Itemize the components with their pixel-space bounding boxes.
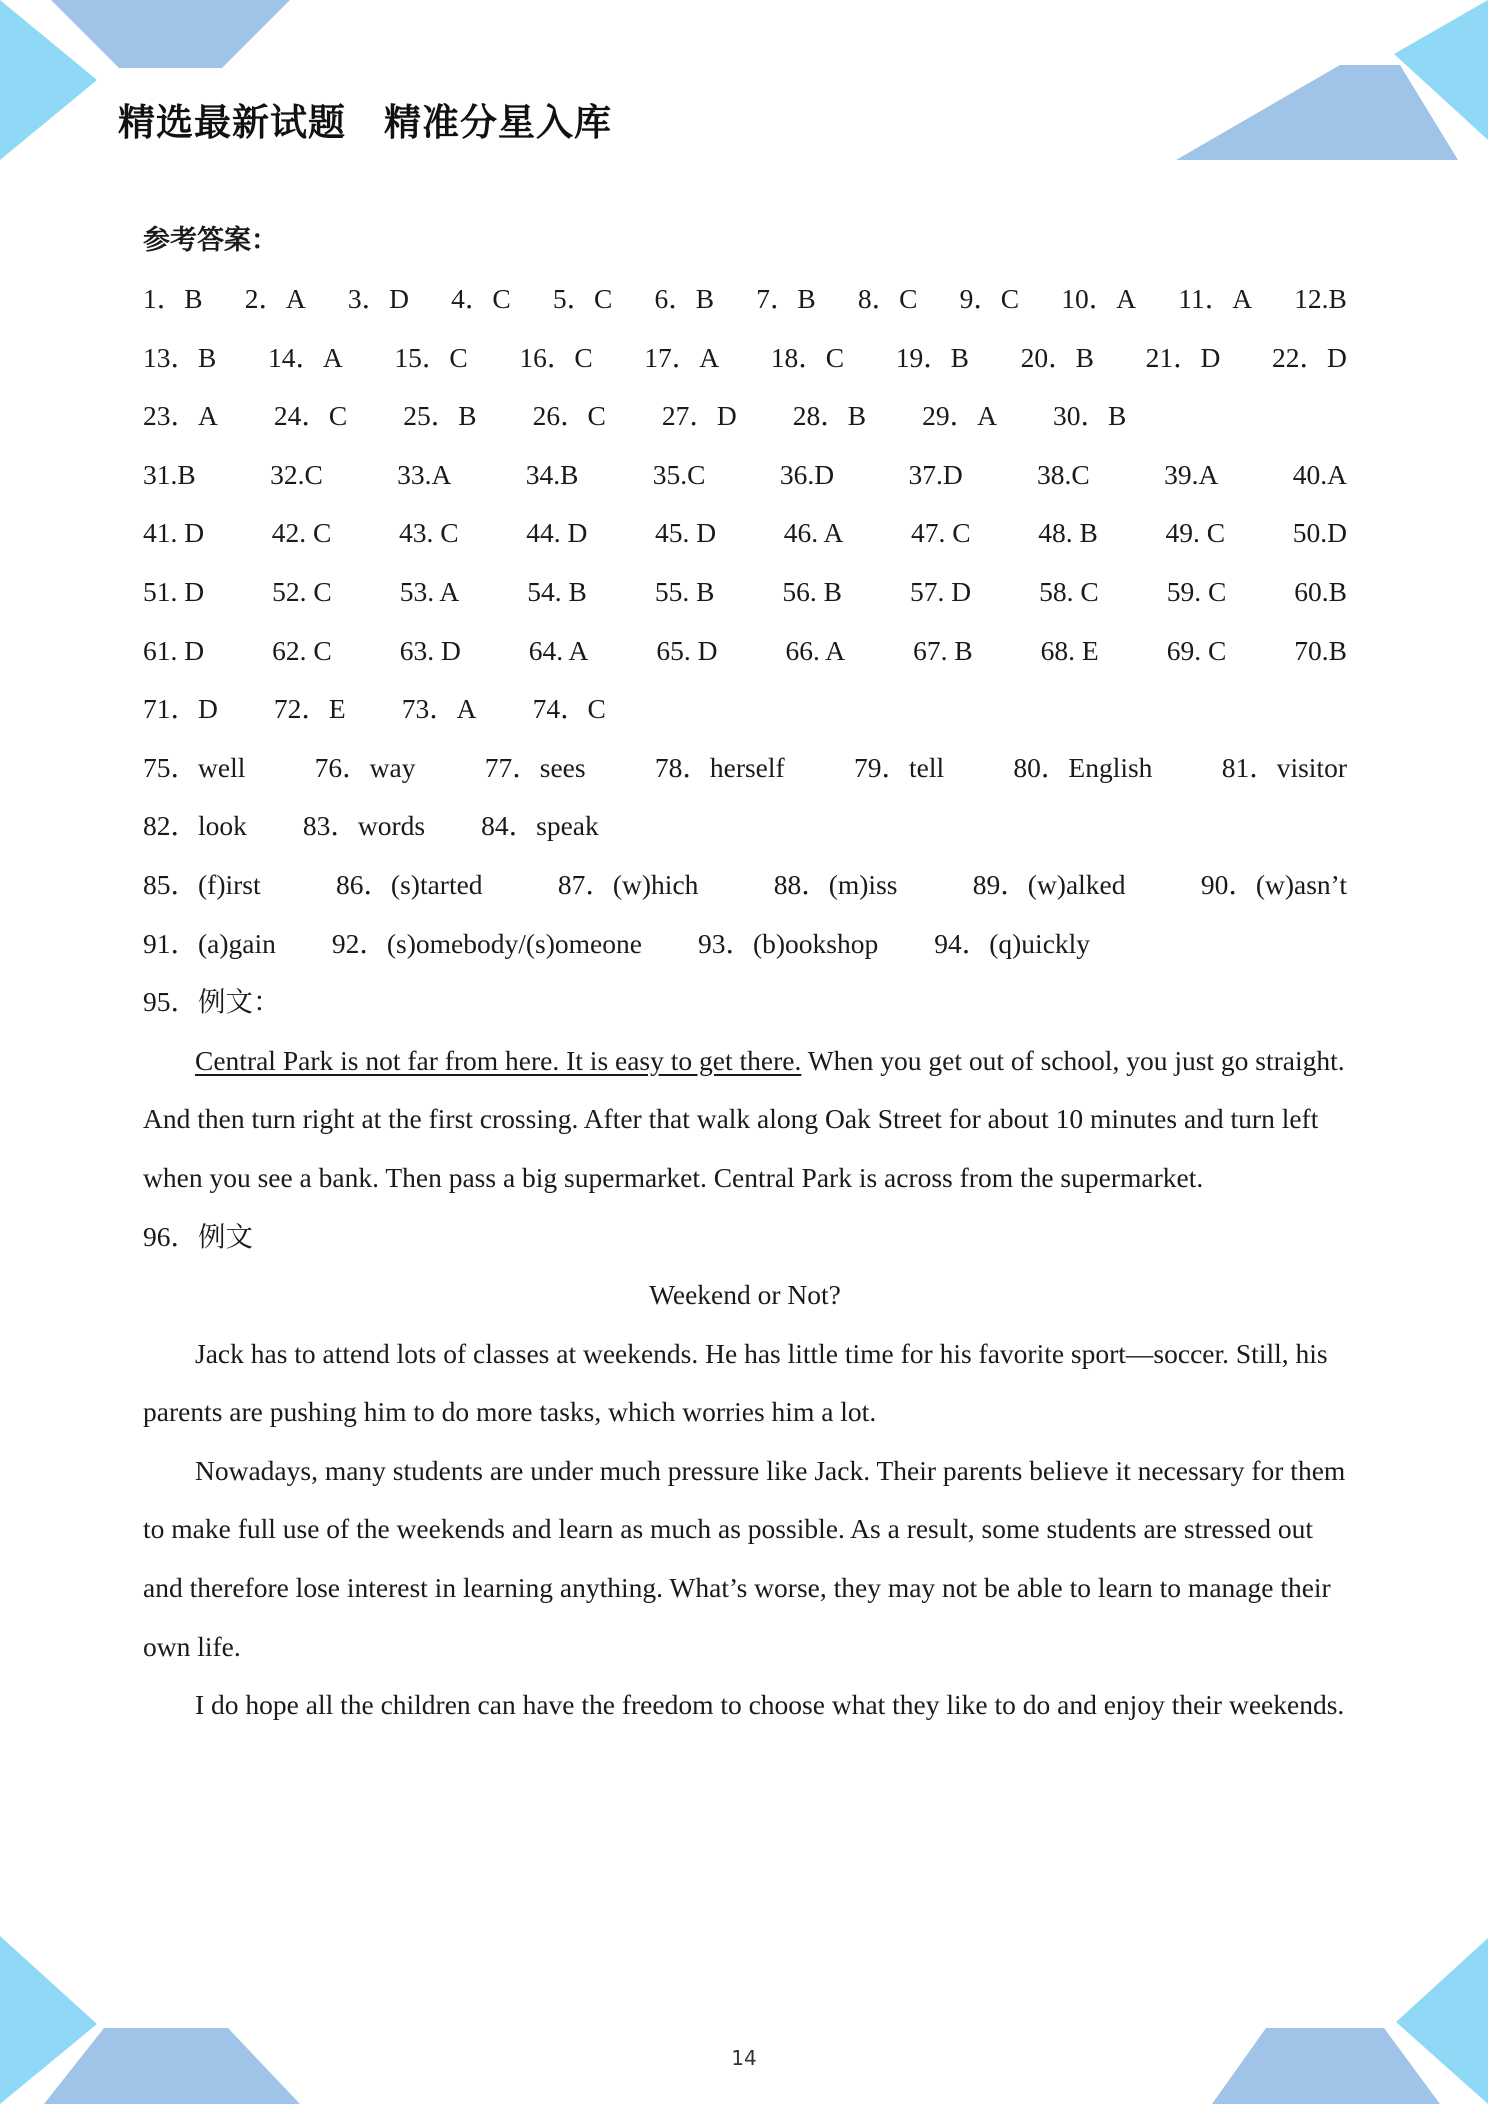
essay-95-underlined-sentence: Central Park is not far from here. It is easy to get there.	[195, 1044, 802, 1076]
answer-item: 55. B	[654, 575, 715, 607]
answer-item: 57. D	[910, 575, 972, 607]
answer-item: 83．words	[302, 810, 426, 842]
corner-shape-top-left-triangle	[0, 0, 97, 160]
answer-item: 90．(w)asn’t	[1200, 868, 1347, 900]
answer-item: 45. D	[655, 517, 717, 549]
answer-item: 50.D	[1292, 517, 1347, 549]
answer-item: 31.B	[143, 458, 196, 490]
answer-item: 5．C	[552, 283, 613, 314]
answer-item: 26．C	[532, 400, 606, 432]
answer-item: 29．A	[922, 400, 997, 432]
answer-item: 30．B	[1053, 400, 1127, 432]
answer-item: 73．A	[401, 693, 477, 725]
corner-shape-bottom-left-triangle	[0, 1936, 97, 2104]
answer-item: 68. E	[1040, 634, 1099, 666]
answer-item: 20．B	[1020, 341, 1094, 373]
answer-item: 72．E	[273, 693, 346, 725]
corner-shape-bottom-right-triangle	[1396, 1938, 1488, 2104]
answer-item: 80．English	[1013, 751, 1153, 783]
answer-item: 78．herself	[654, 751, 785, 783]
answer-item: 87．(w)hich	[557, 868, 699, 900]
answer-item: 88．(m)iss	[773, 868, 898, 900]
corner-shape-top-right-trapezoid	[1176, 65, 1458, 160]
answer-item: 75．well	[143, 751, 246, 783]
answer-item: 15．C	[394, 341, 468, 373]
answer-item: 71．D	[143, 693, 218, 725]
answer-item: 21．D	[1145, 341, 1221, 373]
answer-item: 86．(s)tarted	[335, 868, 483, 900]
answer-item: 12.B	[1294, 283, 1347, 314]
answer-item: 25．B	[403, 400, 477, 432]
answer-row	[143, 329, 1347, 388]
answer-item: 66. A	[785, 634, 846, 666]
answer-item: 32.C	[270, 458, 323, 490]
answers-label: 参考答案：	[143, 225, 278, 256]
answer-item: 42. C	[271, 517, 332, 549]
corner-shape-top-left-trapezoid	[51, 0, 290, 68]
answer-item: 47. C	[911, 517, 971, 549]
answer-item: 8．C	[857, 283, 918, 314]
answer-item: 59. C	[1166, 575, 1227, 607]
answer-row	[143, 915, 1347, 974]
answer-row	[143, 622, 1347, 681]
answer-item: 28．B	[792, 400, 867, 432]
answer-item: 63. D	[399, 634, 461, 666]
answer-row	[143, 739, 1347, 798]
answer-item: 9．C	[959, 283, 1020, 314]
answer-item: 65. D	[656, 634, 718, 666]
answer-item: 54. B	[527, 575, 587, 607]
page-number: 14	[731, 2046, 757, 2070]
answer-row	[143, 680, 1347, 739]
answer-item: 18．C	[770, 341, 845, 373]
answer-item: 1．B	[143, 283, 203, 314]
answer-row	[143, 856, 1347, 915]
answer-item: 70.B	[1294, 634, 1347, 666]
answer-item: 43. C	[399, 517, 459, 549]
answer-item: 36.D	[779, 458, 835, 490]
answer-item: 61. D	[143, 634, 205, 666]
answer-item: 14．A	[267, 341, 343, 373]
answer-item: 84．speak	[481, 810, 599, 842]
answer-item: 62. C	[272, 634, 332, 666]
answer-item: 81．visitor	[1221, 751, 1347, 783]
answer-item: 93．(b)ookshop	[697, 927, 879, 959]
answer-row	[143, 270, 1347, 329]
header-title: 精选最新试题 精准分星入库	[118, 101, 612, 144]
answer-row	[143, 563, 1347, 622]
answer-row	[143, 446, 1347, 505]
answer-item: 27．D	[661, 400, 737, 432]
answer-item: 13．B	[143, 341, 217, 373]
answer-item: 3．D	[347, 283, 410, 314]
answer-item: 74．C	[532, 693, 606, 725]
answer-item: 39.A	[1164, 458, 1219, 490]
answer-item: 23．A	[143, 400, 218, 432]
answer-item: 51. D	[143, 575, 205, 607]
answer-item: 44. D	[526, 517, 588, 549]
answer-item: 6．B	[654, 283, 715, 314]
answer-row	[143, 797, 1347, 856]
answer-item: 77．sees	[484, 751, 586, 783]
essay-96-title: Weekend or Not?	[649, 1279, 841, 1311]
answer-item: 37.D	[908, 458, 963, 490]
answer-item: 22．D	[1272, 341, 1347, 373]
essay-95-paragraph	[143, 1032, 1347, 1208]
answer-item: 46. A	[783, 517, 844, 549]
essay-96-paragraph: Jack has to attend lots of classes at weekends. He has little time for his favorite sport—soccer. Still, his parents are pushing him to do more tasks, which worries him a lot.	[143, 1337, 1328, 1428]
answer-item: 82．look	[143, 810, 247, 842]
answer-item: 7．B	[756, 283, 816, 314]
answer-row	[143, 387, 1347, 446]
answer-item: 60.B	[1294, 575, 1347, 607]
answer-item: 41. D	[143, 517, 205, 549]
essay-96-paragraph: I do hope all the children can have the freedom to choose what they like to do and enjoy their weekends.	[195, 1689, 1345, 1721]
answer-item: 91．(a)gain	[143, 927, 276, 959]
answer-item: 11．A	[1178, 283, 1253, 314]
answer-item: 94．(q)uickly	[934, 927, 1091, 959]
answer-item: 79．tell	[853, 751, 945, 783]
answer-item: 89．(w)alked	[972, 868, 1126, 900]
answer-item: 35.C	[652, 458, 706, 490]
answer-item: 19．B	[895, 341, 970, 373]
answer-item: 52. C	[272, 575, 332, 607]
answer-item: 24．C	[273, 400, 348, 432]
answer-item: 67. B	[913, 634, 973, 666]
answer-item: 2．A	[244, 283, 306, 314]
essay-95-label: 95．例文：	[143, 986, 281, 1018]
answer-item: 58. C	[1039, 575, 1099, 607]
essay-95-body: When you get out of school, you just go straight. And then turn right at the first crossing. After that walk along Oak Street for about 10 minutes and turn left when you see a bank. Then pass a big supermarket. Central Park is across from the supermarket.	[143, 1044, 1345, 1193]
answer-row	[143, 504, 1347, 563]
answer-item: 33.A	[397, 458, 452, 490]
answer-item: 17．A	[644, 341, 720, 373]
answer-item: 10．A	[1061, 283, 1137, 314]
answer-item: 4．C	[451, 283, 511, 314]
answer-item: 56. B	[782, 575, 843, 607]
answer-item: 53. A	[399, 575, 460, 607]
answer-item: 64. A	[528, 634, 589, 666]
answer-item: 85．(f)irst	[143, 868, 261, 900]
answer-item: 16．C	[519, 341, 593, 373]
answer-item: 69. C	[1166, 634, 1227, 666]
essay-96-paragraph: Nowadays, many students are under much pressure like Jack. Their parents believe it necessary for them to make full use of the weekends and learn as much as possible. As a result, some students are stressed out and therefore lose interest in learning anything. What’s worse, they may not be able to learn to manage their own life.	[143, 1454, 1346, 1662]
answer-item: 48. B	[1038, 517, 1098, 549]
answer-item: 38.C	[1037, 458, 1090, 490]
essay-96-label: 96．例文	[143, 1220, 253, 1252]
answer-key-content	[143, 212, 1347, 1735]
answer-item: 76．way	[314, 751, 416, 783]
corner-shape-top-right-triangle	[1394, 0, 1488, 140]
answer-item: 34.B	[525, 458, 579, 490]
answer-item: 92．(s)omebody/(s)omeone	[331, 927, 642, 959]
answer-item: 40.A	[1292, 458, 1347, 490]
answer-item: 49. C	[1165, 517, 1226, 549]
